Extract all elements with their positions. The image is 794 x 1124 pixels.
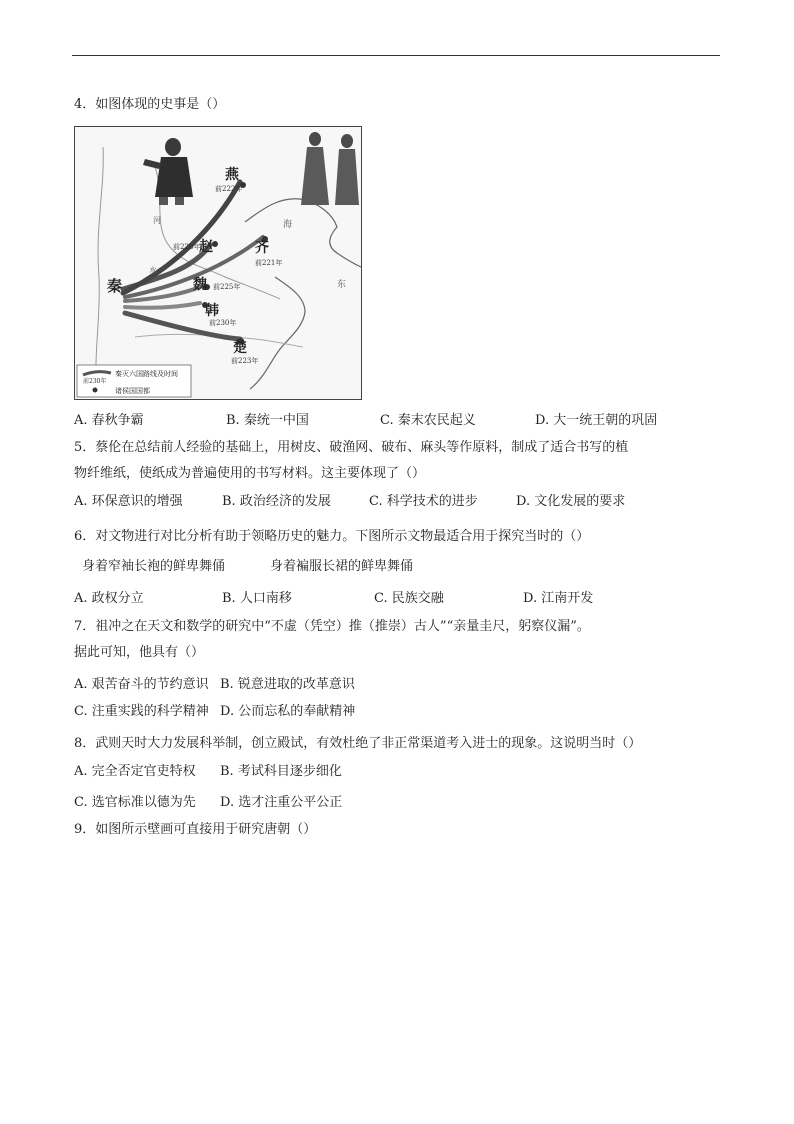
legend-capital-label: 诸侯国国都 xyxy=(115,387,150,395)
q8-option-b: B. 考试科目逐步细化 xyxy=(220,764,342,779)
q7-option-b: B. 锐意进取的改革意识 xyxy=(220,677,355,692)
q5-stem-line1: 5．蔡伦在总结前人经验的基础上，用树皮、破渔网、破布、麻头等作原料，制成了适合书写的植 xyxy=(74,440,629,455)
coastline-east xyxy=(250,277,305,389)
q4-option-d: D. 大一统王朝的巩固 xyxy=(535,413,658,428)
q6-option-c: C. 民族交融 xyxy=(374,591,444,606)
q4-stem: 4．如图体现的史事是（） xyxy=(74,97,226,112)
q5-option-b: B. 政治经济的发展 xyxy=(222,494,331,509)
header-rule xyxy=(72,55,720,56)
q9-stem: 9．如图所示壁画可直接用于研究唐朝（） xyxy=(74,822,317,837)
state-wei-label: 魏 xyxy=(193,277,207,293)
sea-label: 海 xyxy=(283,220,293,230)
legend-sample-date: 前230年 xyxy=(83,378,107,385)
date-chu: 前223年 xyxy=(231,357,259,365)
east-label: 东 xyxy=(337,280,347,290)
state-zhao-label: 赵 xyxy=(199,239,213,255)
state-chu-label: 楚 xyxy=(233,340,247,356)
date-qi: 前221年 xyxy=(255,259,283,267)
q4-map-figure xyxy=(74,126,362,400)
q8-stem: 8．武则天时大力发展科举制，创立殿试，有效杜绝了非正常渠道考入进士的现象。这说明当时（） xyxy=(74,736,642,751)
q6-caption-2: 身着褊服长裙的鲜卑舞俑 xyxy=(270,559,414,574)
q7-option-c: C. 注重实践的科学精神 xyxy=(74,704,209,719)
q7-stem-line1: 7．祖冲之在天文和数学的研究中“不虚（凭空）推（推崇）古人”“亲量圭尺，躬察仪漏”。 xyxy=(74,619,590,634)
q5-option-a: A. 环保意识的增强 xyxy=(74,494,183,509)
q6-option-d: D. 江南开发 xyxy=(523,591,594,606)
q8-option-d: D. 选才注重公平公正 xyxy=(220,795,343,810)
date-han: 前230年 xyxy=(209,319,237,327)
q6-option-a: A. 政权分立 xyxy=(74,591,144,606)
q7-option-a: A. 艰苦奋斗的节约意识 xyxy=(74,677,209,692)
state-qi-label: 齐 xyxy=(255,240,269,256)
q4-option-c: C. 秦末农民起义 xyxy=(380,413,476,428)
q7-stem-line2: 据此可知，他具有（） xyxy=(74,645,205,660)
arrow-to-han xyxy=(125,303,200,308)
river-label-he: 河 xyxy=(153,216,161,225)
q5-option-d: D. 文化发展的要求 xyxy=(516,494,626,509)
state-yan-label: 燕 xyxy=(225,167,239,183)
q6-stem: 6．对文物进行对比分析有助于领略历史的魅力。下图所示文物最适合用于探究当时的（） xyxy=(74,529,590,544)
q8-option-c: C. 选官标准以德为先 xyxy=(74,795,196,810)
date-yan: 前222年 xyxy=(215,185,243,193)
legend-capital-icon xyxy=(93,388,98,393)
q6-option-b: B. 人口南移 xyxy=(222,591,292,606)
unification-map xyxy=(75,127,361,399)
terrain-line xyxy=(96,147,103,397)
terracotta-warrior-image xyxy=(143,138,193,205)
dancer-figurines-image xyxy=(301,132,359,205)
q4-option-a: A. 春秋争霸 xyxy=(74,413,144,428)
legend-route-label: 秦灭六国路线及时间 xyxy=(115,370,178,378)
coastline-north xyxy=(245,199,361,267)
river-label-shui: 水 xyxy=(149,266,157,275)
q5-stem-line2: 物纤维纸，使纸成为普遍使用的书写材料。这主要体现了（） xyxy=(74,466,426,481)
q5-option-c: C. 科学技术的进步 xyxy=(369,494,478,509)
date-zhao: 前228年 xyxy=(173,243,201,251)
q4-option-b: B. 秦统一中国 xyxy=(226,413,309,428)
q6-caption-1: 身着窄袖长袍的鲜卑舞俑 xyxy=(82,559,226,574)
date-wei: 前225年 xyxy=(213,283,241,291)
q8-option-a: A. 完全否定官吏特权 xyxy=(74,764,196,779)
state-han-label: 韩 xyxy=(205,303,219,319)
state-qin-label: 秦 xyxy=(107,277,123,295)
q7-option-d: D. 公而忘私的奉献精神 xyxy=(220,704,356,719)
